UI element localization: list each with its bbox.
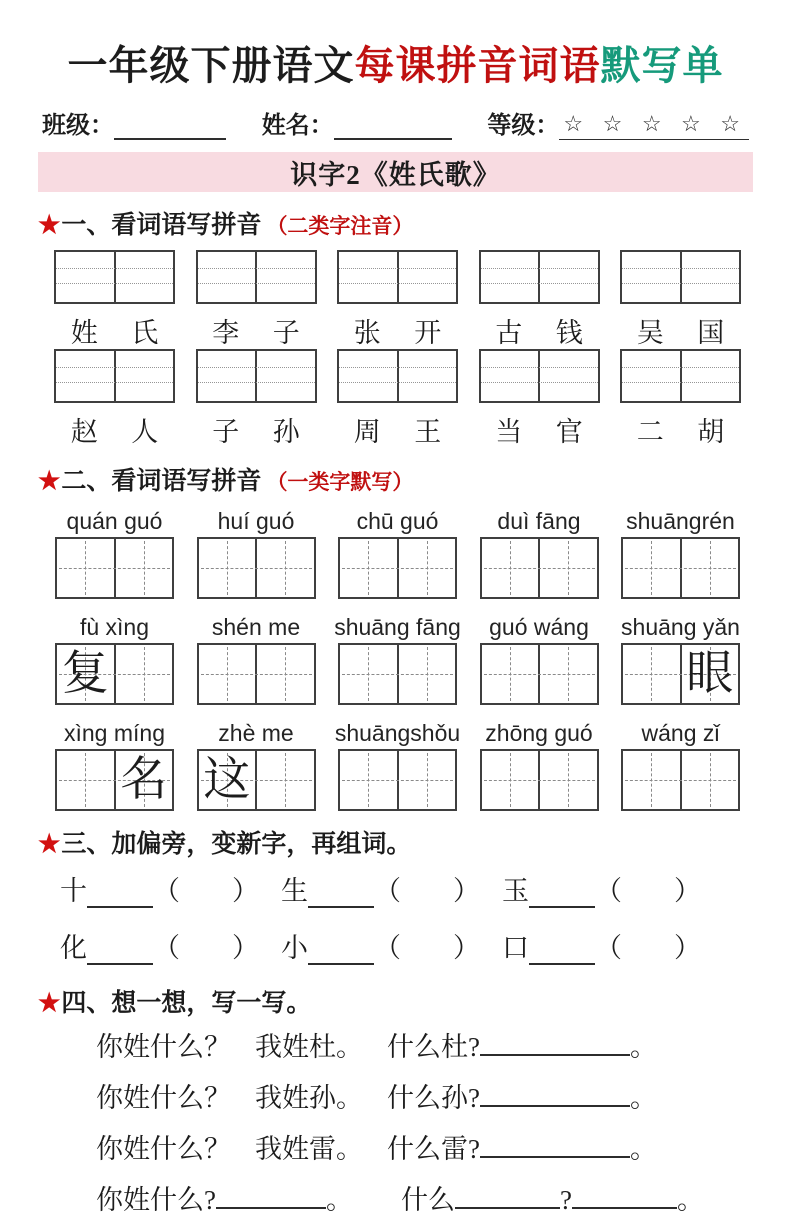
sentence-prompt: 什么孙? [387, 1083, 480, 1113]
section4-line4 [38, 1181, 753, 1219]
pinyin-write-box [479, 250, 600, 304]
pinyin-word-col [54, 506, 175, 599]
name-group [262, 105, 452, 140]
pinyin-label: shuāng yǎn [621, 614, 740, 640]
pinyin-write-box [54, 250, 175, 304]
word-col [54, 250, 175, 349]
page-title [38, 34, 753, 91]
word-char: 王 [414, 417, 442, 447]
pinyin-label: shuāngrén [626, 508, 735, 534]
pinyin-box-cell [198, 252, 258, 302]
section3-line2 [38, 926, 753, 965]
word-char: 古 [495, 318, 523, 348]
char-write-box [621, 643, 740, 705]
pinyin-label: chū guó [356, 508, 439, 534]
answer-blank [308, 935, 374, 965]
pinyin-label: zhōng guó [485, 720, 593, 746]
pinyin-label: duì fāng [497, 508, 581, 534]
paren-close: ） [674, 876, 701, 906]
word-char: 姓 [70, 318, 98, 348]
sentence-question: 你姓什么? [96, 1185, 216, 1215]
pinyin-word-col [196, 612, 317, 705]
char-write-box [55, 643, 174, 705]
answer-blank [480, 1079, 630, 1107]
pinyin-label: xìng míng [64, 720, 165, 746]
section2-title: 二、看词语写拼音 [61, 468, 262, 495]
star-icon: ★ [38, 468, 61, 495]
word-char: 二 [636, 417, 664, 447]
pinyin-write-box [479, 349, 600, 403]
pinyin-write-box [54, 349, 175, 403]
sentence-answer: 我姓孙。 [255, 1083, 363, 1113]
radical-group [502, 926, 701, 965]
word-char: 当 [495, 417, 523, 447]
pinyin-word-col [54, 718, 175, 811]
section1-heading [38, 205, 753, 241]
paren-open: （ [153, 876, 180, 906]
section1-row1 [38, 250, 753, 349]
section1-row2 [38, 349, 753, 448]
section2-row1 [38, 506, 753, 599]
char-write-box [480, 537, 599, 599]
class-group [42, 105, 226, 140]
title-green-part: 默写单 [600, 43, 724, 88]
pinyin-box-cell [116, 252, 174, 302]
radical-char: 生 [281, 876, 308, 906]
word-char: 子 [212, 417, 240, 447]
paren-open: （ [153, 933, 180, 963]
lesson-banner [38, 152, 753, 192]
char-write-box [55, 749, 174, 811]
pinyin-label: fù xìng [79, 614, 150, 640]
name-blank [334, 112, 452, 140]
section3-title: 三、加偏旁，变新字，再组词。 [61, 831, 412, 858]
paren-close: ） [232, 933, 259, 963]
section3-line1 [38, 869, 753, 908]
question-mark: ? [559, 1185, 572, 1215]
period: 。 [629, 1083, 657, 1113]
char-write-box [338, 643, 457, 705]
pinyin-box-cell [339, 252, 399, 302]
char-write-box [480, 643, 599, 705]
answer-blank [455, 1181, 560, 1209]
section1-title: 一、看词语写拼音 [61, 212, 262, 239]
grade-stars: ☆ ☆ ☆ ☆ ☆ [559, 110, 749, 140]
pinyin-write-box [196, 250, 317, 304]
radical-group [502, 869, 701, 908]
paren-open: （ [374, 876, 401, 906]
char-write-box [338, 749, 457, 811]
pinyin-box-cell [682, 252, 740, 302]
sentence-question: 你姓什么？ [96, 1032, 231, 1062]
pinyin-write-box [337, 349, 458, 403]
pinyin-word-col [620, 718, 741, 811]
pinyin-box-cell [198, 351, 258, 401]
section2-heading [38, 461, 753, 497]
radical-group [281, 869, 480, 908]
class-blank [114, 112, 226, 140]
sentence-prompt: 什么雷? [387, 1134, 480, 1164]
pinyin-box-cell [481, 252, 541, 302]
pinyin-write-box [196, 349, 317, 403]
section4-line1 [38, 1028, 753, 1066]
word-char: 钱 [555, 318, 583, 348]
radical-group [281, 926, 480, 965]
section4-heading [38, 983, 753, 1019]
answer-blank [529, 935, 595, 965]
radical-char: 化 [60, 933, 87, 963]
word-char: 子 [272, 318, 300, 348]
answer-blank [308, 878, 374, 908]
word-char: 孙 [272, 417, 300, 447]
section4-line3 [38, 1130, 753, 1168]
radical-char: 小 [281, 933, 308, 963]
pinyin-write-box [620, 250, 741, 304]
char-write-box [197, 643, 316, 705]
pinyin-word-col [479, 506, 600, 599]
pinyin-box-cell [481, 351, 541, 401]
sentence-prompt: 什么 [400, 1185, 455, 1215]
pinyin-box-cell [399, 351, 457, 401]
paren-close: ） [453, 933, 480, 963]
section3-heading [38, 824, 753, 860]
section4-line2 [38, 1079, 753, 1117]
word-col [196, 250, 317, 349]
pinyin-box-cell [56, 351, 116, 401]
paren-open: （ [595, 933, 622, 963]
word-col [620, 250, 741, 349]
char-cell [682, 645, 739, 703]
pinyin-box-cell [56, 252, 116, 302]
word-char: 周 [353, 417, 381, 447]
answer-blank [480, 1130, 630, 1158]
section2-row2 [38, 612, 753, 705]
pinyin-label: shén me [211, 614, 301, 640]
sentence-prompt: 什么杜? [387, 1032, 480, 1062]
paren-close: ） [674, 933, 701, 963]
grade-group [487, 105, 749, 140]
word-char: 国 [697, 318, 725, 348]
star-icon: ★ [38, 990, 61, 1017]
char-write-box [197, 537, 316, 599]
answer-blank [529, 878, 595, 908]
pinyin-label: zhè me [218, 720, 294, 746]
section4-title: 四、想一想，写一写。 [61, 990, 312, 1017]
answer-blank [87, 935, 153, 965]
word-char: 李 [212, 318, 240, 348]
answer-blank [87, 878, 153, 908]
class-label: 班级： [42, 113, 114, 139]
word-char: 开 [414, 318, 442, 348]
sentence-answer: 我姓雷。 [255, 1134, 363, 1164]
word-char: 人 [131, 417, 159, 447]
answer-blank [572, 1181, 677, 1209]
star-icon: ★ [38, 831, 61, 858]
pinyin-box-cell [540, 351, 598, 401]
student-info-row [38, 105, 753, 140]
pinyin-word-col [479, 612, 600, 705]
word-char: 赵 [70, 417, 98, 447]
pinyin-label: shuāng fāng [334, 614, 461, 640]
word-char: 官 [555, 417, 583, 447]
pinyin-word-col [196, 506, 317, 599]
pinyin-box-cell [339, 351, 399, 401]
pinyin-box-cell [399, 252, 457, 302]
section2-row3 [38, 718, 753, 811]
word-char: 吴 [636, 318, 664, 348]
period: 。 [676, 1185, 704, 1215]
word-col [196, 349, 317, 448]
paren-open: （ [595, 876, 622, 906]
name-label: 姓名： [261, 113, 334, 139]
word-char: 胡 [697, 417, 725, 447]
char-write-box [621, 749, 740, 811]
pinyin-word-col [334, 612, 461, 705]
radical-group [60, 926, 259, 965]
pinyin-word-col [337, 506, 458, 599]
word-col [337, 250, 458, 349]
pinyin-label: wáng zǐ [641, 720, 720, 746]
word-col [479, 250, 600, 349]
paren-open: （ [374, 933, 401, 963]
radical-char: 十 [60, 876, 87, 906]
char-write-box [338, 537, 457, 599]
char-write-box [621, 537, 740, 599]
section2-note: （一类字默写） [266, 470, 414, 494]
char-write-box [55, 537, 174, 599]
pinyin-box-cell [622, 252, 682, 302]
radical-char: 口 [502, 933, 529, 963]
paren-close: ） [232, 876, 259, 906]
period: 。 [629, 1032, 657, 1062]
pinyin-word-col [196, 718, 317, 811]
pinyin-box-cell [622, 351, 682, 401]
sentence-answer: 我姓杜。 [255, 1032, 363, 1062]
char-cell [199, 751, 258, 809]
period: 。 [325, 1185, 353, 1215]
word-col [620, 349, 741, 448]
sentence-question: 你姓什么？ [96, 1083, 231, 1113]
char-cell [57, 645, 116, 703]
word-col [337, 349, 458, 448]
radical-char: 玉 [502, 876, 529, 906]
radical-group [60, 869, 259, 908]
grade-label: 等级： [487, 113, 560, 139]
pinyin-write-box [620, 349, 741, 403]
prefilled-char: 复 [61, 647, 109, 700]
pinyin-box-cell [682, 351, 740, 401]
char-write-box [480, 749, 599, 811]
title-black-part: 一年级下册语文 [67, 43, 355, 88]
title-red-part: 每课拼音词语 [354, 43, 601, 88]
paren-close: ） [453, 876, 480, 906]
star-icon: ★ [38, 212, 61, 239]
lesson-banner-text: 识字2《姓氏歌》 [290, 159, 501, 190]
sentence-question: 你姓什么？ [96, 1134, 231, 1164]
word-col [54, 349, 175, 448]
pinyin-label: huí guó [217, 508, 295, 534]
pinyin-word-col [54, 612, 175, 705]
pinyin-word-col [620, 506, 741, 599]
word-col [479, 349, 600, 448]
pinyin-word-col [620, 612, 741, 705]
answer-blank [216, 1181, 326, 1209]
char-write-box [197, 749, 316, 811]
pinyin-box-cell [257, 252, 315, 302]
prefilled-char: 这 [203, 753, 251, 806]
pinyin-box-cell [257, 351, 315, 401]
char-cell [116, 751, 173, 809]
pinyin-label: quán guó [66, 508, 163, 534]
pinyin-word-col [334, 718, 461, 811]
pinyin-box-cell [540, 252, 598, 302]
pinyin-label: guó wáng [489, 614, 589, 640]
answer-blank [480, 1028, 630, 1056]
word-char: 氏 [131, 318, 159, 348]
word-char: 张 [353, 318, 381, 348]
period: 。 [629, 1134, 657, 1164]
pinyin-word-col [479, 718, 600, 811]
pinyin-label: shuāngshǒu [334, 720, 461, 746]
prefilled-char: 眼 [686, 647, 734, 700]
prefilled-char: 名 [120, 753, 168, 806]
pinyin-box-cell [116, 351, 174, 401]
pinyin-write-box [337, 250, 458, 304]
section1-note: （二类字注音） [266, 214, 414, 238]
